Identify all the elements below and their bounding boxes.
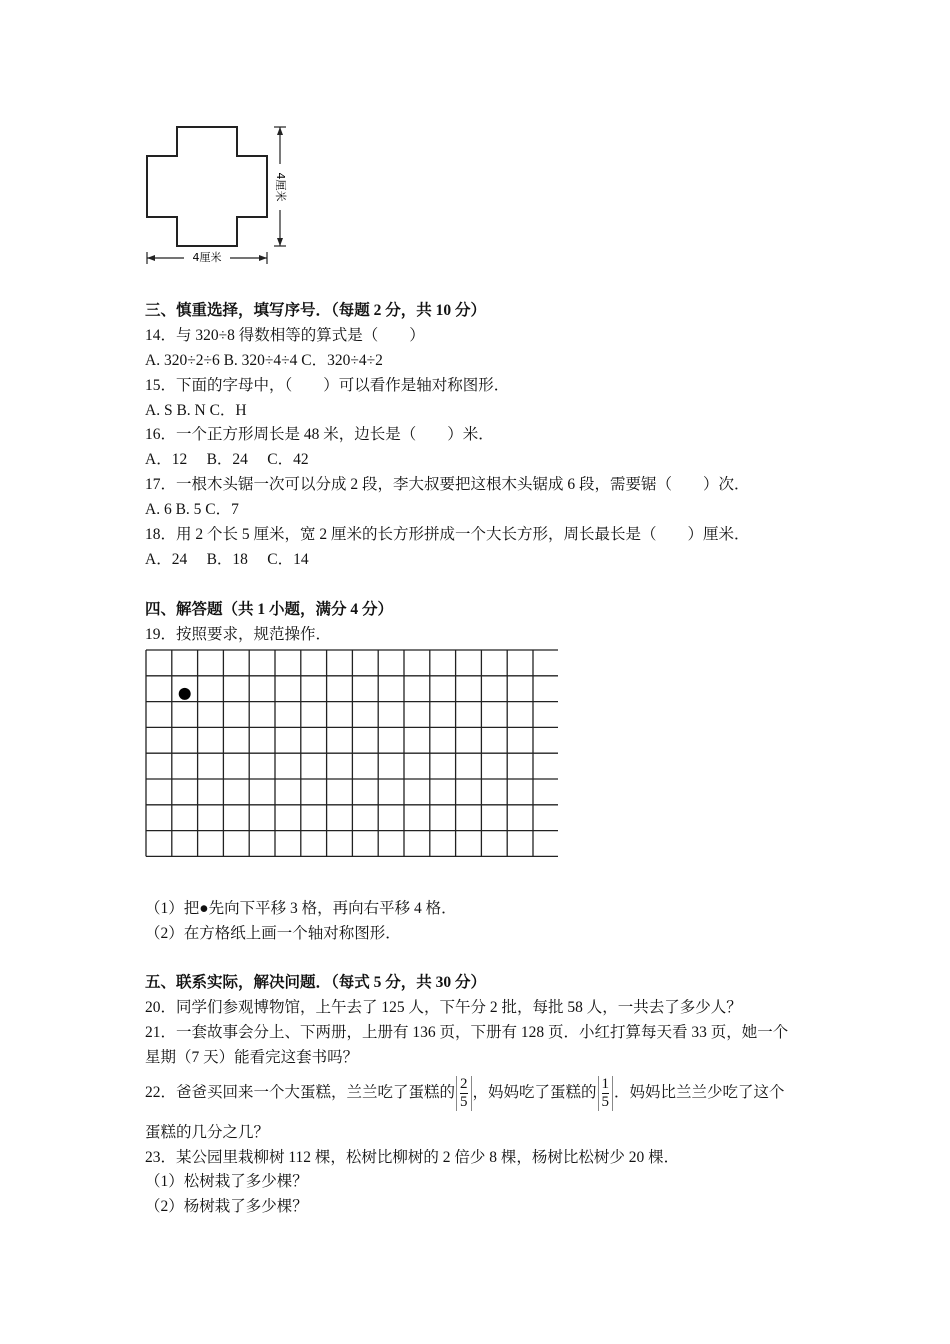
- height-label: 4厘米: [274, 172, 287, 202]
- question-18-options: A．24 B．18 C．14: [145, 551, 309, 568]
- question-15-options: A. S B. N C．H: [145, 402, 247, 419]
- question-22-line2: 蛋糕的几分之几？: [145, 1124, 270, 1141]
- question-15: 15．下面的字母中，（ ）可以看作是轴对称图形．: [145, 377, 510, 394]
- question-14-options: A. 320÷2÷6 B. 320÷4÷4 C．320÷4÷2: [145, 352, 383, 369]
- section5-title: 五、联系实际，解决问题．（每式 5 分，共 30 分）: [145, 974, 487, 991]
- question-23-part1: （1）松树栽了多少棵？: [145, 1173, 308, 1190]
- question-18: 18．用 2 个长 5 厘米，宽 2 厘米的长方形拼成一个大长方形，周长最长是（ ）厘米．: [145, 526, 750, 543]
- fraction-two-fifths: $\frac{2}{5}$: [456, 1076, 472, 1111]
- section3-title: 三、慎重选择，填写序号．（每题 2 分，共 10 分）: [145, 302, 487, 319]
- section4-title: 四、解答题（共 1 小题，满分 4 分）: [145, 601, 394, 618]
- question-16-options: A．12 B．24 C．42: [145, 451, 309, 468]
- cross-figure: [140, 120, 290, 270]
- question-19-part2: （2）在方格纸上画一个轴对称图形．: [145, 925, 401, 942]
- question-16: 16．一个正方形周长是 48 米，边长是（ ）米．: [145, 426, 494, 443]
- question-21-line1: 21．一套故事会分上、下两册，上册有 136 页，下册有 128 页．小红打算每天看 33 页，她一个: [145, 1024, 789, 1041]
- question-19-part1: （1）把●先向下平移 3 格，再向右平移 4 格．: [145, 900, 457, 917]
- black-dot: [179, 688, 191, 700]
- question-21-line2: 星期（7 天）能看完这套书吗？: [145, 1049, 359, 1066]
- question-23: 23．某公园里栽柳树 112 棵，松树比柳树的 2 倍少 8 棵，杨树比松树少 20 棵．: [145, 1149, 680, 1166]
- question-14: 14．与 320÷8 得数相等的算式是（ ）: [145, 327, 425, 344]
- grid-paper: [144, 648, 558, 878]
- cross-shape: [147, 127, 267, 246]
- question-23-part2: （2）杨树栽了多少棵？: [145, 1198, 308, 1215]
- question-19: 19．按照要求，规范操作．: [145, 626, 332, 643]
- fraction-one-fifth: $\frac{1}{5}$: [598, 1076, 614, 1111]
- question-17: 17．一根木头锯一次可以分成 2 段，李大叔要把这根木头锯成 6 段，需要锯（ ）次．: [145, 476, 750, 493]
- question-20: 20．同学们参观博物馆，上午去了 125 人，下午分 2 批，每批 58 人，一共去了多少人？: [145, 999, 742, 1016]
- question-22-line1: 22．爸爸买回来一个大蛋糕，兰兰吃了蛋糕的 $\frac{2}{5}$ ，妈妈吃了蛋糕的 $\frac{1}{5}$ ．妈妈比兰兰少吃了这个: [145, 1075, 785, 1110]
- width-label: 4厘米: [192, 251, 222, 264]
- question-17-options: A. 6 B. 5 C．7: [145, 501, 239, 518]
